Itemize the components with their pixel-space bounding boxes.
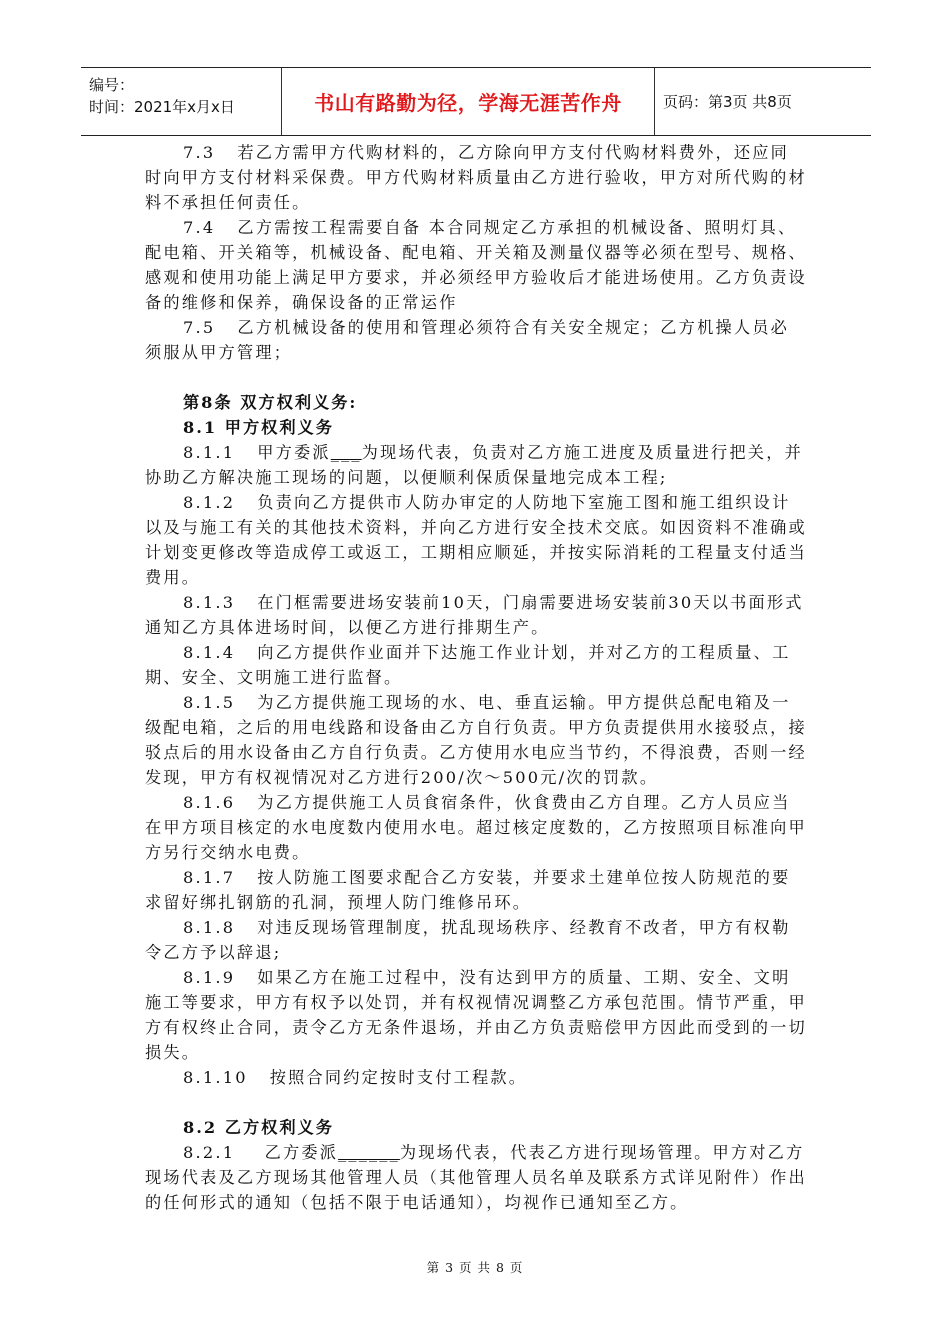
- clause-8-2-1: [145, 1140, 807, 1215]
- clause-7-3: 7.3 若乙方需甲方代购材料的，乙方除向甲方支付代购材料费外，还应同时向甲方支付材料采保费。甲方代购材料质量由乙方进行验收，甲方对所代购的材料不承担任何责任。: [145, 143, 807, 212]
- clause-8-1-7: 8.1.7 按人防施工图要求配合乙方安装，并要求土建单位按人防规范的要求留好绑扎钢筋的孔洞，预埋人防门维修吊环。: [145, 868, 791, 912]
- clause-7-4: 7.4 乙方需按工程需要自备 本合同规定乙方承担的机械设备、照明灯具、配电箱、开关箱等，机械设备、配电箱、开关箱及测量仪器等必须在型号、规格、感观和使用功能上满足甲方要求，并必须经甲方验收后才能进场使用。乙方负责设备的维修和保养，确保设备的正常运作: [145, 218, 807, 312]
- clause-8-2-1-start: 8.2.1 乙方委派: [183, 1143, 339, 1162]
- article-8-heading: 第8条 双方权利义务:: [183, 393, 358, 412]
- clause-8-1-1-start: 8.1.1 甲方委派: [183, 443, 331, 462]
- clause-8-1-4: 8.1.4 向乙方提供作业面并下达施工作业计划，并对乙方的工程质量、工期、安全、文明施工进行监督。: [145, 643, 791, 687]
- clause-8-2-1-rest: 为现场代表，代表乙方进行现场管理。甲方对乙方现场代表及乙方现场其他管理人员（其他管理人员名单及联系方式详见附件）作出的任何形式的通知（包括不限于电话通知），均视作已通知至乙方。: [145, 1143, 807, 1212]
- representative-blank: ___: [330, 443, 362, 462]
- clause-8-1-3: 8.1.3 在门框需要进场安装前10天，门扇需要进场安装前30天以书面形式通知乙方具体进场时间，以便乙方进行排期生产。: [145, 593, 804, 637]
- representative-blank: ______: [338, 1143, 400, 1162]
- clause-8-1-9: 8.1.9 如果乙方在施工过程中，没有达到甲方的质量、工期、安全、文明施工等要求，甲方有权予以处罚，并有权视情况调整乙方承包范围。情节严重，甲方有权终止合同，责令乙方无条件退场，并由乙方负责赔偿甲方因此而受到的一切损失。: [145, 968, 807, 1062]
- clause-8-1-6: 8.1.6 为乙方提供施工人员食宿条件，伙食费由乙方自理。乙方人员应当在甲方项目核定的水电度数内使用水电。超过核定度数的，乙方按照项目标准向甲方另行交纳水电费。: [145, 793, 807, 862]
- page-footer: 第 3 页 共 8 页: [426, 1260, 524, 1275]
- header-page-info: 页码：第3页 共8页: [663, 93, 792, 111]
- clause-8-1-5: 8.1.5 为乙方提供施工现场的水、电、垂直运输。甲方提供总配电箱及一级配电箱，之后的用电线路和设备由乙方自行负责。甲方负责提供用水接驳点，接驳点后的用水设备由乙方自行负责。乙方使用水电应当节约，不得浪费，否则一经发现，甲方有权视情况对乙方进行200/次～500元/次的罚款。: [145, 693, 807, 787]
- header-motto: 书山有路勤为径，学海无涯苦作舟: [282, 68, 655, 135]
- spacer: [145, 1090, 807, 1115]
- clause-8-1-2: 8.1.2 负责向乙方提供市人防办审定的人防地下室施工图和施工组织设计以及与施工有关的其他技术资料，并向乙方进行安全技术交底。如因资料不准确或计划变更修改等造成停工或返工，工期相应顺延，并按实际消耗的工程量支付适当费用。: [145, 493, 807, 587]
- clause-7-5: 7.5 乙方机械设备的使用和管理必须符合有关安全规定；乙方机操人员必须服从甲方管理；: [145, 318, 790, 362]
- number-label: 编号：: [89, 76, 135, 94]
- section-8-2-heading: 8.2 乙方权利义务: [183, 1118, 334, 1137]
- header-left-cell: [81, 68, 282, 135]
- date-label: 时间：2021年x月x日: [89, 98, 235, 116]
- header-table: [81, 67, 871, 136]
- clause-8-1-8: 8.1.8 对违反现场管理制度，扰乱现场秩序、经教育不改者，甲方有权勒令乙方予以辞退;: [145, 918, 791, 962]
- section-8-1-heading: 8.1 甲方权利义务: [183, 418, 334, 437]
- clause-8-1-1: [145, 440, 807, 490]
- spacer: [145, 365, 807, 390]
- clause-8-1-1-rest: 为现场代表，负责对乙方施工进度及质量进行把关，并协助乙方解决施工现场的问题，以便顺利保质保量地完成本工程;: [145, 443, 803, 487]
- clause-8-1-10: 8.1.10 按照合同约定按时支付工程款。: [183, 1068, 528, 1087]
- document-body: [145, 140, 807, 1215]
